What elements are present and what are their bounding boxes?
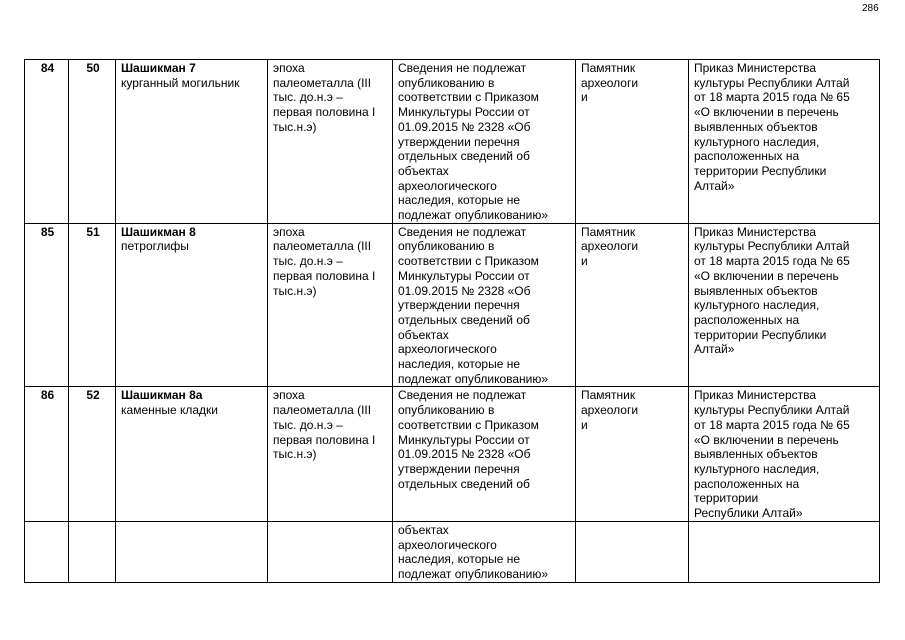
category-cell: Памятник археологи и	[576, 223, 689, 387]
object-name: Шашикман 8	[121, 224, 196, 239]
table-row	[25, 223, 880, 387]
object-name: Шашикман 7	[121, 61, 196, 75]
empty-cell	[116, 521, 268, 582]
object-cell	[116, 387, 268, 521]
publication-continuation-cell: объектах археологического наследия, которые не подлежат опубликованию»	[393, 521, 576, 582]
row-sub-number: 51	[69, 223, 116, 387]
document-cell: Приказ Министерства культуры Республики Алтай от 18 марта 2015 года № 65 «О включении в перечень выявленных объектов культурного наследия, расположенных на территории Республики Алтай»	[689, 60, 880, 224]
dating-cell: эпоха палеометалла (III тыс. до.н.э – первая половина I тыс.н.э)	[268, 387, 393, 521]
object-type: петроглифы	[121, 239, 189, 254]
empty-cell	[576, 521, 689, 582]
row-number: 86	[25, 387, 69, 521]
object-name: Шашикман 8а	[121, 388, 203, 403]
empty-cell	[25, 521, 69, 582]
empty-cell	[69, 521, 116, 582]
object-cell	[116, 223, 268, 387]
document-cell: Приказ Министерства культуры Республики Алтай от 18 марта 2015 года № 65 «О включении в перечень выявленных объектов культурного наследия, расположенных на территории Республики Алтай»	[689, 387, 880, 521]
category-cell: Памятник археологи и	[576, 387, 689, 521]
page-number: 286	[862, 3, 879, 14]
empty-cell	[689, 521, 880, 582]
object-type: курганный могильник	[121, 75, 240, 90]
row-number: 84	[25, 60, 69, 224]
continuation-row	[25, 521, 880, 582]
publication-cell: Сведения не подлежат опубликованию в соответствии с Приказом Минкультуры России от 01.09.2015 № 2328 «Об утверждении перечня отдельных сведений об	[393, 387, 576, 521]
row-number: 85	[25, 223, 69, 387]
dating-cell: эпоха палеометалла (III тыс. до.н.э – первая половина I тыс.н.э)	[268, 223, 393, 387]
dating-cell: эпоха палеометалла (III тыс. до.н.э – первая половина I тыс.н.э)	[268, 60, 393, 224]
document-cell: Приказ Министерства культуры Республики Алтай от 18 марта 2015 года № 65 «О включении в перечень выявленных объектов культурного наследия, расположенных на территории Республики Алтай»	[689, 223, 880, 387]
heritage-objects-table	[24, 59, 880, 583]
object-cell	[116, 60, 268, 224]
row-sub-number: 52	[69, 387, 116, 521]
row-sub-number: 50	[69, 60, 116, 224]
table-row	[25, 387, 880, 521]
category-cell: Памятник археологи и	[576, 60, 689, 224]
publication-cell: Сведения не подлежат опубликованию в соответствии с Приказом Минкультуры России от 01.09.2015 № 2328 «Об утверждении перечня отдельных сведений об объектах археологического наследия, которые не подлежат опубликованию»	[393, 223, 576, 387]
publication-cell: Сведения не подлежат опубликованию в соответствии с Приказом Минкультуры России от 01.09.2015 № 2328 «Об утверждении перечня отдельных сведений об объектах археологического наследия, которые не подлежат опубликованию»	[393, 60, 576, 224]
object-type: каменные кладки	[121, 403, 219, 418]
empty-cell	[268, 521, 393, 582]
table-row	[25, 60, 880, 224]
